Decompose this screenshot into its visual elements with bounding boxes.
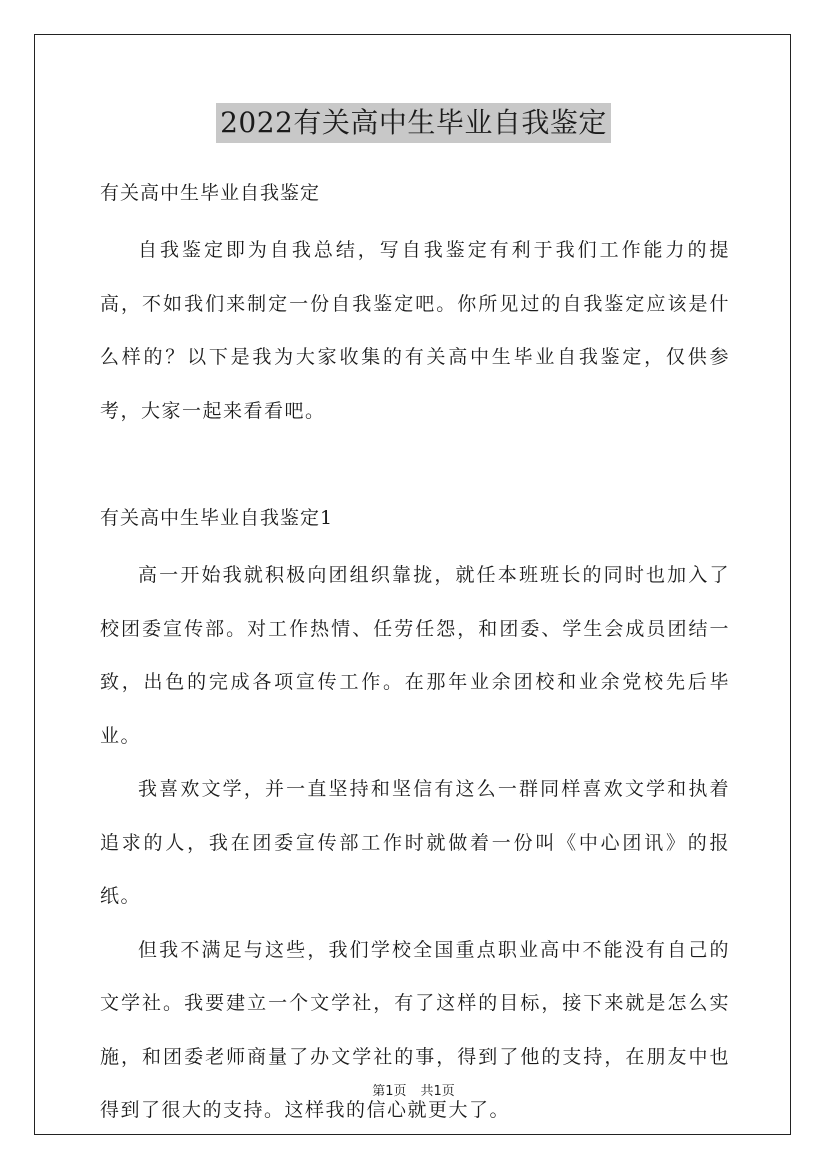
- page-total: 共1页: [420, 1084, 455, 1099]
- section1-paragraph: 高一开始我就积极向团组织靠拢，就任本班班长的同时也加入了校团委宣传部。对工作热情、任劳任怨，和团委、学生会成员团结一致，出色的完成各项宣传工作。在那年业余团校和业余党校先后毕业。: [100, 564, 730, 747]
- page-number: 第1页: [372, 1084, 407, 1099]
- section1-paragraph: 我喜欢文学，并一直坚持和坚信有这么一群同样喜欢文学和执着追求的人，我在团委宣传部工作时就做着一份叫《中心团讯》的报纸。: [100, 778, 730, 907]
- document-title: 2022有关高中生毕业自我鉴定: [216, 103, 611, 143]
- page-footer: [0, 1083, 827, 1101]
- title-area: [0, 103, 827, 143]
- section-gap: [100, 438, 730, 471]
- document-body: [100, 174, 730, 1138]
- section1-heading: 有关高中生毕业自我鉴定1: [100, 507, 334, 529]
- intro-paragraph: 自我鉴定即为自我总结，写自我鉴定有利于我们工作能力的提高，不如我们来制定一份自我鉴定吧。你所见过的自我鉴定应该是什么样的？以下是我为大家收集的有关高中生毕业自我鉴定，仅供参考，大家一起来看看吧。: [100, 239, 730, 422]
- intro-heading: 有关高中生毕业自我鉴定: [100, 182, 321, 204]
- section1-paragraph: 但我不满足与这些，我们学校全国重点职业高中不能没有自己的文学社。我要建立一个文学社，有了这样的目标，接下来就是怎么实施，和团委老师商量了办文学社的事，得到了他的支持，在朋友中也得到了很大的支持。这样我的信心就更大了。: [100, 938, 730, 1121]
